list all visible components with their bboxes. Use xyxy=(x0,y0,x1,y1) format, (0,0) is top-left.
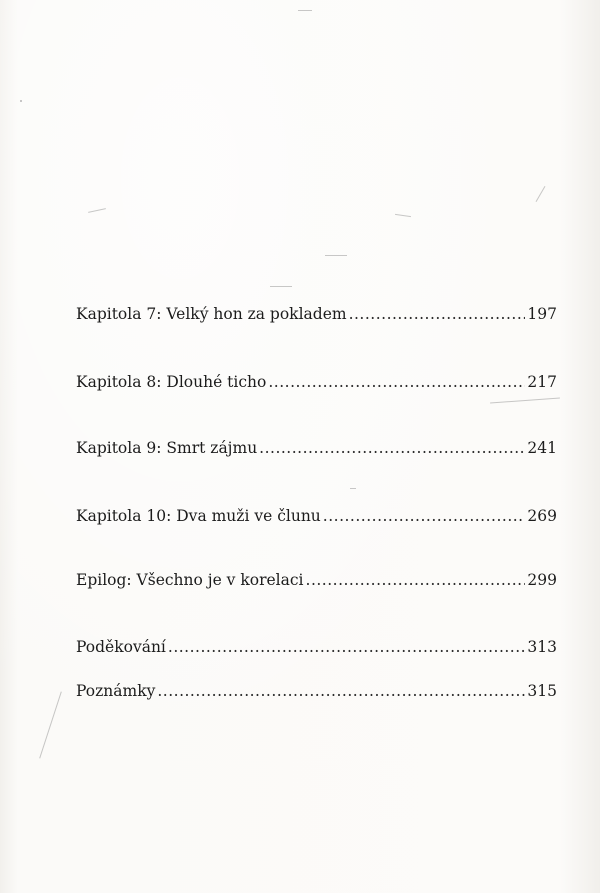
toc-entry-acknowledgements xyxy=(76,636,557,658)
scan-mark xyxy=(20,100,22,102)
scan-mark xyxy=(325,255,347,256)
toc-entry-title: Epilog: Všechno je v korelaci xyxy=(76,571,304,589)
dot-leader xyxy=(306,569,526,591)
dot-leader xyxy=(259,437,525,459)
toc-entry-notes xyxy=(76,680,557,702)
scan-mark xyxy=(350,488,356,489)
toc-entry-epilog xyxy=(76,569,557,591)
toc-entry-title: Poděkování xyxy=(76,638,166,656)
dot-leader xyxy=(168,636,526,658)
toc-entry-page: 197 xyxy=(527,305,557,323)
toc-entry-page: 315 xyxy=(527,682,557,700)
toc-entry-title: Kapitola 10: Dva muži ve člunu xyxy=(76,507,321,525)
toc-entry-chapter-7 xyxy=(76,303,557,325)
dot-leader xyxy=(268,371,525,393)
scan-mark xyxy=(88,208,106,213)
scan-mark xyxy=(395,214,411,217)
scan-mark xyxy=(536,186,546,202)
toc-entry-page: 313 xyxy=(527,638,557,656)
scan-mark xyxy=(298,10,312,11)
toc-entry-title: Kapitola 9: Smrt zájmu xyxy=(76,439,258,457)
toc-entry-page: 299 xyxy=(527,571,557,589)
dot-leader xyxy=(157,680,525,702)
toc-entry-chapter-10 xyxy=(76,505,557,527)
toc-entry-page: 269 xyxy=(527,507,557,525)
dot-leader xyxy=(349,303,526,325)
toc-entry-chapter-9 xyxy=(76,437,557,459)
toc-entry-chapter-8 xyxy=(76,371,557,393)
scan-mark xyxy=(490,398,560,404)
toc-entry-title: Kapitola 8: Dlouhé ticho xyxy=(76,373,267,391)
toc-entry-page: 217 xyxy=(527,373,557,391)
dot-leader xyxy=(323,505,526,527)
toc-entry-title: Poznámky xyxy=(76,682,156,700)
toc-entry-page: 241 xyxy=(527,439,557,457)
toc-entry-title: Kapitola 7: Velký hon za pokladem xyxy=(76,305,347,323)
scan-mark xyxy=(39,692,62,759)
scan-mark xyxy=(270,286,292,287)
